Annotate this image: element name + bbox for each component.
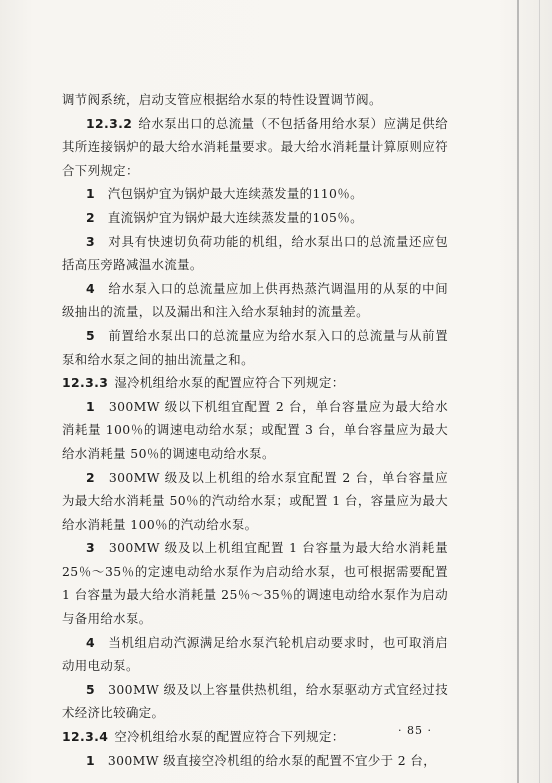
list-item xyxy=(62,277,448,324)
item-number: 3 xyxy=(86,233,96,249)
item-number: 3 xyxy=(86,540,96,556)
item-number: 4 xyxy=(86,280,96,296)
clause-number: 12.3.3 xyxy=(62,375,109,391)
page-edge-rule xyxy=(517,0,519,783)
list-item xyxy=(62,631,448,678)
item-text: 300MW 级直接空冷机组的给水泵的配置不宜少于 2 台， xyxy=(107,752,437,768)
item-text: 当机组启动汽源满足给水泵汽轮机启动要求时，也可取消启动用电动泵。 xyxy=(62,634,448,674)
item-number: 1 xyxy=(86,398,96,414)
list-item xyxy=(62,230,448,277)
item-number: 4 xyxy=(86,634,96,650)
item-text: 直流锅炉宜为锅炉最大连续蒸发量的105％。 xyxy=(107,209,363,225)
item-number: 1 xyxy=(86,186,96,202)
list-item xyxy=(62,678,448,725)
clause-12-3-3 xyxy=(62,371,448,395)
item-number: 2 xyxy=(86,209,96,225)
item-text: 给水泵入口的总流量应加上供再热蒸汽调温用的从泵的中间级抽出的流量，以及漏出和注入给水泵轴封的流量差。 xyxy=(62,280,448,320)
clause-12-3-4 xyxy=(62,725,448,749)
item-text: 300MW 级及以上机组的给水泵宜配置 2 台，单台容量应为最大给水消耗量 50％的汽动给水泵；或配置 1 台，容量应为最大给水消耗量 100％的汽动给水泵。 xyxy=(62,469,448,532)
list-item xyxy=(62,536,448,630)
page-edge-rule-outer xyxy=(539,0,540,783)
list-item xyxy=(62,395,448,466)
clause-text: 湿冷机组给水泵的配置应符合下列规定： xyxy=(114,375,345,391)
body-text xyxy=(62,88,448,772)
item-text: 汽包锅炉宜为锅炉最大连续蒸发量的110％。 xyxy=(107,186,363,202)
page-number: · 85 · xyxy=(398,724,432,737)
list-item xyxy=(62,749,448,773)
list-item xyxy=(62,182,448,206)
clause-12-3-2 xyxy=(62,112,448,183)
item-number: 5 xyxy=(86,327,96,343)
clause-text: 空冷机组给水泵的配置应符合下列规定： xyxy=(114,729,345,745)
list-item xyxy=(62,206,448,230)
item-text: 对具有快速切负荷功能的机组，给水泵出口的总流量还应包括高压旁路减温水流量。 xyxy=(62,233,448,273)
paragraph-continuation: 调节阀系统，启动支管应根据给水泵的特性设置调节阀。 xyxy=(62,92,382,107)
item-number: 1 xyxy=(86,752,96,768)
item-text: 300MW 级以下机组宜配置 2 台，单台容量应为最大给水消耗量 100％的调速电动给水泵；或配置 3 台，单台容量应为最大给水消耗量 50％的调速电动给水泵。 xyxy=(62,398,448,461)
item-number: 5 xyxy=(86,681,96,697)
item-number: 2 xyxy=(86,469,96,485)
list-item xyxy=(62,324,448,371)
item-text: 300MW 级及以上机组宜配置 1 台容量为最大给水消耗量 25％～35％的定速电动给水泵作为启动给水泵，也可根据需要配置 1 台容量为最大给水消耗量 25％～35％的调速电动给水泵作为启动与备用给水泵。 xyxy=(62,540,448,627)
clause-text: 给水泵出口的总流量（不包括备用给水泵）应满足供给其所连接锅炉的最大给水消耗量要求。最大给水消耗量计算原则应符合下列规定： xyxy=(62,115,448,178)
list-item xyxy=(62,466,448,537)
clause-number: 12.3.4 xyxy=(62,729,109,745)
item-text: 300MW 级及以上容量供热机组，给水泵驱动方式宜经过技术经济比较确定。 xyxy=(62,681,448,721)
item-text: 前置给水泵出口的总流量应为给水泵入口的总流量与从前置泵和给水泵之间的抽出流量之和。 xyxy=(62,327,448,367)
clause-number: 12.3.2 xyxy=(86,115,133,131)
